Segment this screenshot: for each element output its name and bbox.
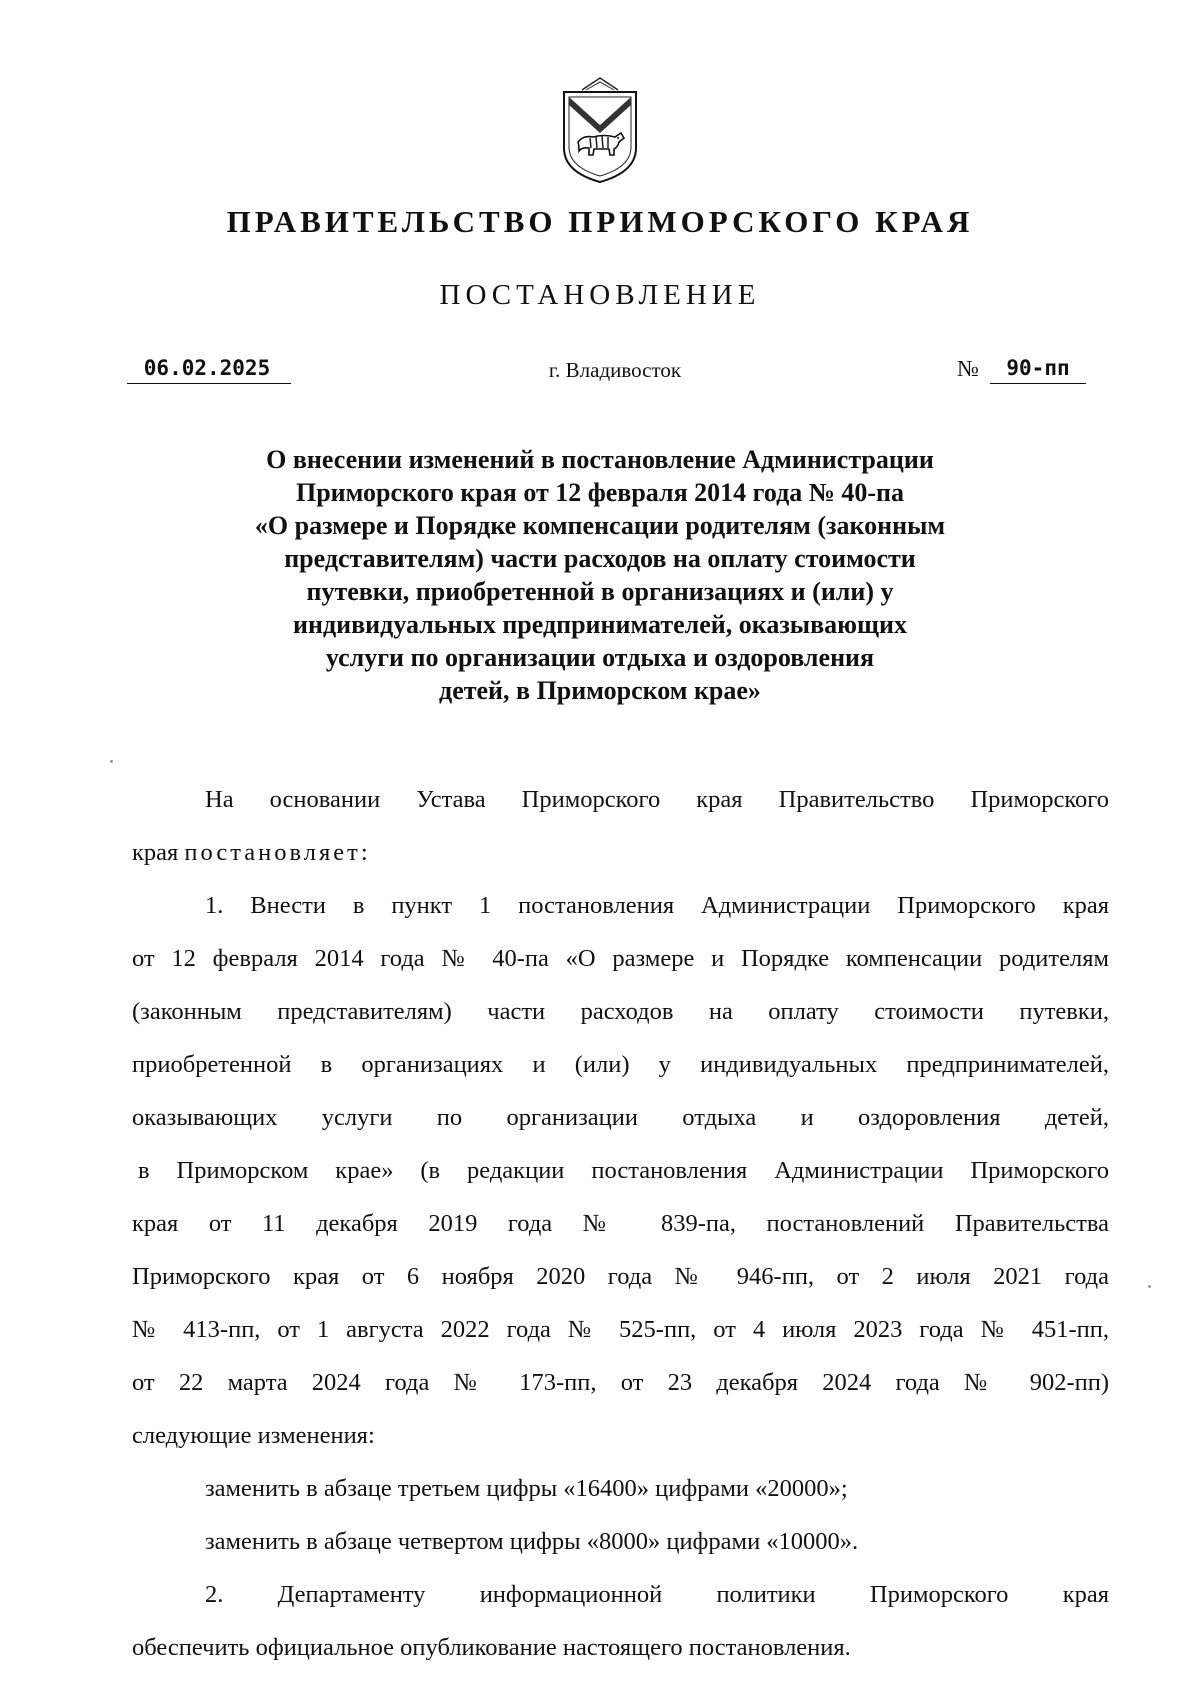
body-line: 1. Внести в пункт 1 постановления Администрации Приморского края	[205, 892, 1109, 919]
number-sign: №	[957, 356, 979, 381]
body-line: в Приморском крае» (в редакции постановления Администрации Приморского	[138, 1157, 1109, 1184]
body-line: Приморского края от 6 ноября 2020 года № 946-пп, от 2 июля 2021 года	[132, 1263, 1109, 1290]
subject-line: путевки, приобретенной в организациях и (или) у	[306, 577, 894, 606]
body-line: от 12 февраля 2014 года № 40-па «О размере и Порядке компенсации родителям	[132, 945, 1109, 972]
document-body	[132, 773, 1109, 1674]
body-line: 2. Департаменту информационной политики Приморского края	[205, 1581, 1109, 1608]
subject-line: детей, в Приморском крае»	[439, 676, 761, 705]
body-line: оказывающих услуги по организации отдыха и оздоровления детей,	[132, 1104, 1109, 1131]
document-number: 90-пп	[1006, 356, 1070, 380]
body-line: заменить в абзаце третьем цифры «16400» цифрами «20000»;	[205, 1475, 848, 1502]
number-underline	[990, 383, 1086, 384]
primorsky-coat-of-arms-icon	[560, 76, 640, 186]
subject-line: индивидуальных предпринимателей, оказывающих	[293, 610, 907, 639]
body-line: (законным представителям) части расходов на оплату стоимости путевки,	[132, 998, 1109, 1025]
city: г. Владивосток	[548, 358, 682, 382]
scan-speck	[1148, 1285, 1151, 1288]
subject-line: «О размере и Порядке компенсации родителям (законным	[254, 511, 946, 540]
scan-speck	[110, 760, 113, 763]
body-line: заменить в абзаце четвертом цифры «8000» цифрами «10000».	[205, 1528, 859, 1555]
document-type: ПОСТАНОВЛЕНИЕ	[439, 279, 761, 311]
body-text: края	[132, 839, 185, 866]
resolves-word: постановляет:	[184, 839, 371, 866]
subject-line: О внесении изменений в постановление Администрации	[266, 445, 934, 474]
body-line: края от 11 декабря 2019 года № 839-па, постановлений Правительства	[132, 1210, 1109, 1237]
body-line: На основании Устава Приморского края Правительство Приморского	[205, 786, 1109, 813]
body-line	[132, 826, 1109, 879]
body-line: от 22 марта 2024 года № 173-пп, от 23 декабря 2024 года № 902-пп)	[132, 1369, 1109, 1396]
subject-line: Приморского края от 12 февраля 2014 года № 40-па	[295, 478, 904, 507]
body-line: обеспечить официальное опубликование настоящего постановления.	[132, 1634, 851, 1661]
document-date: 06.02.2025	[143, 356, 271, 380]
subject-line: услуги по организации отдыха и оздоровления	[325, 643, 875, 672]
body-line: приобретенной в организациях и (или) у индивидуальных предпринимателей,	[132, 1051, 1109, 1078]
date-underline	[127, 383, 291, 384]
document-subject	[0, 443, 1200, 707]
body-line: № 413-пп, от 1 августа 2022 года № 525-пп, от 4 июля 2023 года № 451-пп,	[132, 1316, 1109, 1343]
government-title: ПРАВИТЕЛЬСТВО ПРИМОРСКОГО КРАЯ	[226, 204, 974, 239]
body-line: следующие изменения:	[132, 1422, 375, 1449]
subject-line: представителям) части расходов на оплату стоимости	[284, 544, 916, 573]
